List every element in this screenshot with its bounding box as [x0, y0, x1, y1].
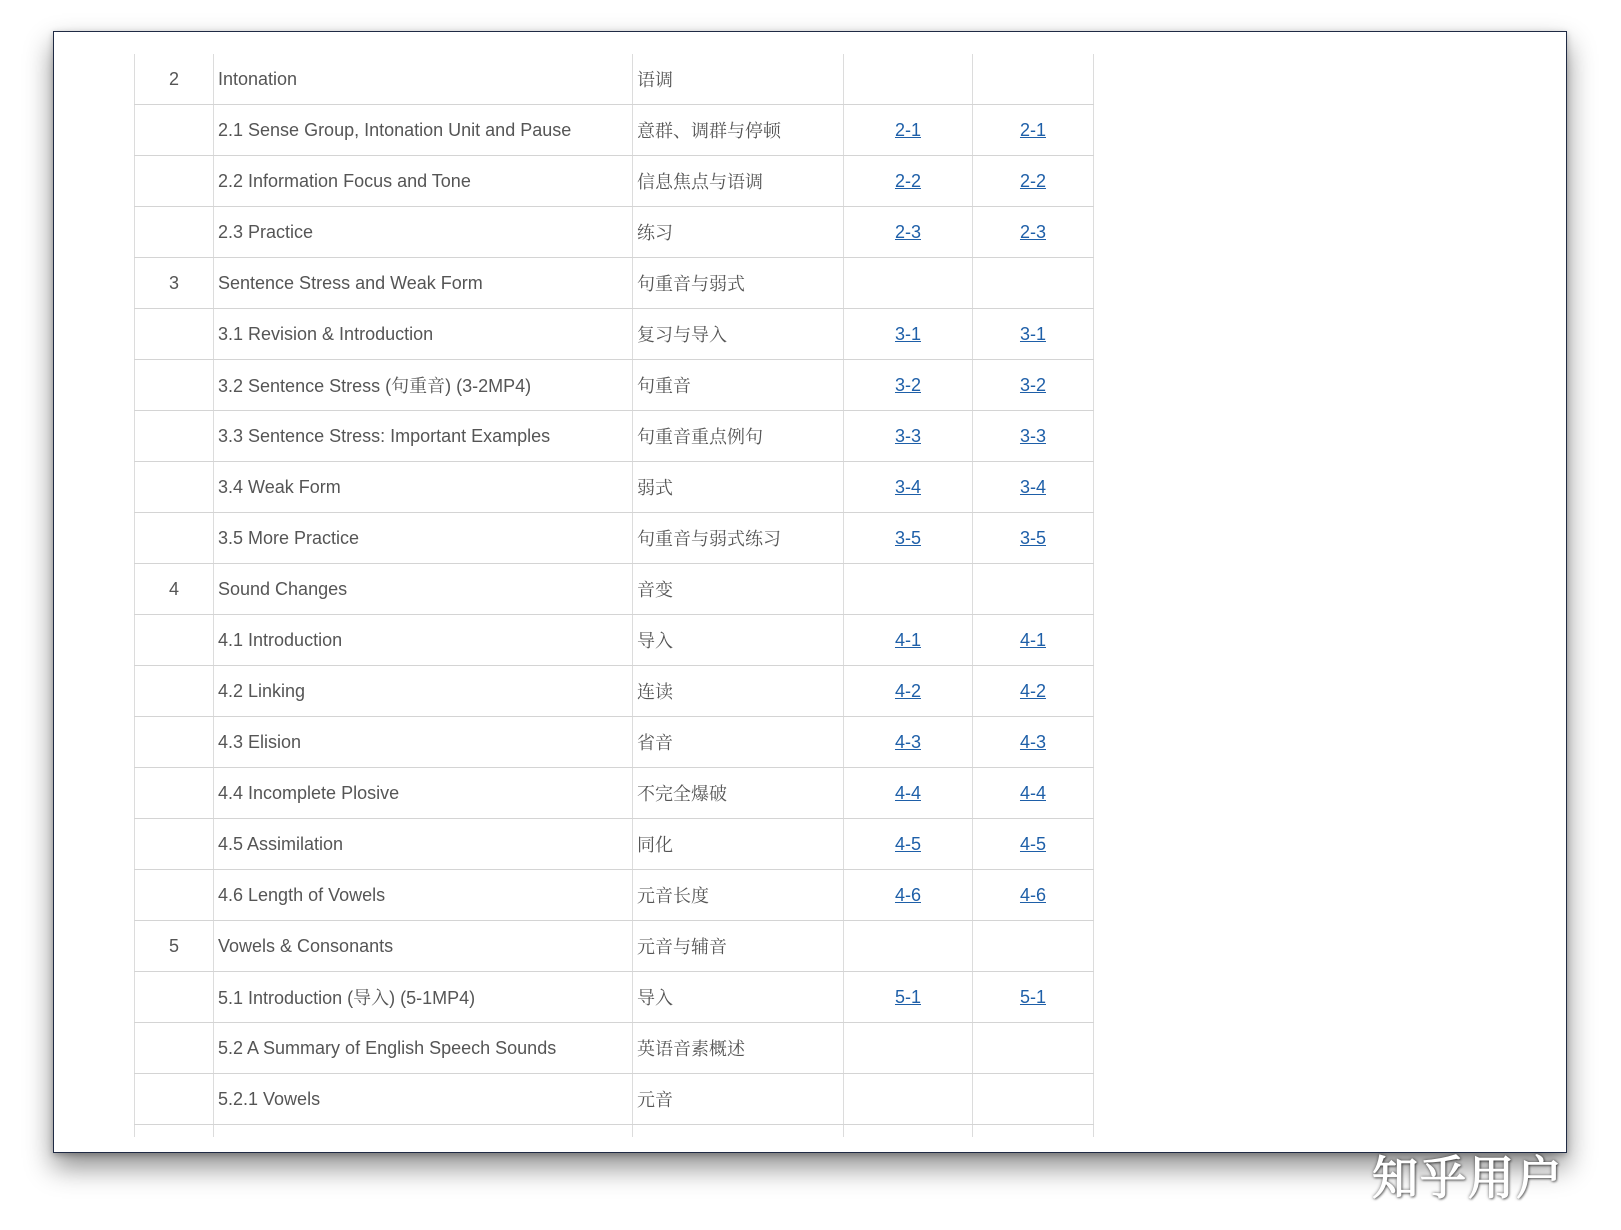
audio-link-link[interactable]: 4-3: [1019, 731, 1046, 752]
audio-link-link[interactable]: 3-3: [1019, 425, 1046, 446]
table-row: [135, 819, 1094, 870]
chapter-number-cell: [135, 615, 214, 666]
chapter-number-cell: [135, 156, 214, 207]
chinese-title-cell: [633, 105, 844, 156]
chinese-title-cell: [633, 564, 844, 615]
audio-link-link[interactable]: 3-2: [1019, 374, 1046, 395]
audio-link-cell: [973, 207, 1094, 258]
table-row: [135, 207, 1094, 258]
english-title-text: 3.5 More Practice: [218, 527, 360, 548]
chapter-number-text: 4: [168, 578, 179, 599]
english-title-text: 4.2 Linking: [218, 680, 306, 701]
chinese-title-cell: [633, 666, 844, 717]
english-title-cell: [214, 207, 633, 258]
audio-link-link[interactable]: 3-5: [1019, 527, 1046, 548]
english-title-text: 4.5 Assimilation: [218, 833, 344, 854]
audio-link-cell: [973, 1023, 1094, 1074]
english-title-text: 5.1 Introduction (导入) (5-1MP4): [218, 988, 476, 1008]
screenshot-frame: [53, 31, 1567, 1153]
table-row: [135, 1074, 1094, 1125]
chapter-number-text: 3: [168, 272, 179, 293]
chinese-title-cell: [633, 819, 844, 870]
course-contents-table: [134, 54, 1094, 1137]
chinese-title-text: 复习与导入: [637, 325, 727, 345]
video-link-link[interactable]: 4-3: [894, 731, 921, 752]
audio-link-link[interactable]: 3-4: [1019, 476, 1046, 497]
english-title-cell: [214, 717, 633, 768]
chinese-title-cell: [633, 1023, 844, 1074]
english-title-text: Vowels & Consonants: [218, 935, 394, 956]
video-link-link[interactable]: 4-2: [894, 680, 921, 701]
audio-link-cell: [973, 717, 1094, 768]
chapter-number-cell: [135, 462, 214, 513]
chapter-number-cell: [135, 54, 214, 105]
chapter-number-cell: [135, 258, 214, 309]
video-link-cell: [844, 1023, 973, 1074]
english-title-cell: [214, 258, 633, 309]
chinese-title-cell: [633, 921, 844, 972]
video-link-cell: [844, 360, 973, 411]
chinese-title-text: 导入: [637, 631, 673, 651]
table-row: [135, 666, 1094, 717]
english-title-cell: [214, 666, 633, 717]
chinese-title-text: 句重音重点例句: [637, 427, 763, 447]
audio-link-cell: [973, 921, 1094, 972]
video-link-link[interactable]: 3-4: [894, 476, 921, 497]
chinese-title-text: 不完全爆破: [637, 784, 727, 804]
table-row: [135, 360, 1094, 411]
chinese-title-cell: [633, 972, 844, 1023]
chinese-title-text: 弱式: [637, 478, 673, 498]
video-link-cell: [844, 921, 973, 972]
chinese-title-cell: [633, 513, 844, 564]
table-row: [135, 411, 1094, 462]
video-link-link[interactable]: 3-3: [894, 425, 921, 446]
chapter-number-cell: [135, 921, 214, 972]
chinese-title-text: 导入: [637, 988, 673, 1008]
audio-link-link[interactable]: 2-2: [1019, 170, 1046, 191]
chinese-title-cell: [633, 309, 844, 360]
audio-link-cell: [973, 105, 1094, 156]
english-title-text: 3.1 Revision & Introduction: [218, 323, 434, 344]
table-row: [135, 513, 1094, 564]
chinese-title-text: 练习: [637, 223, 673, 243]
english-title-cell: [214, 105, 633, 156]
chinese-title-text: 句重音与弱式练习: [637, 529, 781, 549]
english-title-text: 4.6 Length of Vowels: [218, 884, 386, 905]
video-link-link[interactable]: 3-1: [894, 323, 921, 344]
audio-link-cell: [973, 513, 1094, 564]
chapter-number-cell: [135, 819, 214, 870]
video-link-cell: [844, 462, 973, 513]
chapter-number-cell: [135, 411, 214, 462]
chinese-title-text: 连读: [637, 682, 673, 702]
chinese-title-text: 语调: [637, 70, 673, 90]
audio-link-cell: [973, 309, 1094, 360]
chinese-title-cell: [633, 768, 844, 819]
video-link-cell: [844, 819, 973, 870]
chinese-title-cell: [633, 207, 844, 258]
video-link-cell: [844, 207, 973, 258]
watermark: 知乎用户: [1372, 1151, 1564, 1205]
video-link-cell: [844, 309, 973, 360]
english-title-text: 5.2.1 Vowels: [218, 1088, 321, 1109]
chinese-title-text: 信息焦点与语调: [637, 172, 763, 192]
audio-link-cell: [973, 360, 1094, 411]
chapter-number-cell: [135, 1023, 214, 1074]
audio-link-link[interactable]: 4-2: [1019, 680, 1046, 701]
chinese-title-text: 省音: [637, 733, 673, 753]
video-link-cell: [844, 1074, 973, 1125]
audio-link-link[interactable]: 3-1: [1019, 323, 1046, 344]
video-link-cell: [844, 258, 973, 309]
video-link-link[interactable]: 2-2: [894, 170, 921, 191]
english-title-text: 2.3 Practice: [218, 221, 314, 242]
chapter-number-cell: [135, 207, 214, 258]
table-body: [135, 54, 1094, 1137]
chapter-row: [135, 564, 1094, 615]
video-link-link[interactable]: 2-1: [894, 119, 921, 140]
audio-link-cell: [973, 666, 1094, 717]
chinese-title-cell: [633, 411, 844, 462]
english-title-text: 2.2 Information Focus and Tone: [218, 170, 471, 191]
video-link-link[interactable]: 3-5: [894, 527, 921, 548]
audio-link-link[interactable]: 2-1: [1019, 119, 1046, 140]
chinese-title-text: 句重音: [637, 376, 691, 396]
english-title-text: 2.1 Sense Group, Intonation Unit and Pause: [218, 119, 572, 140]
video-link-cell: [844, 411, 973, 462]
chinese-title-text: 音变: [637, 580, 673, 600]
chapter-number-cell: [135, 717, 214, 768]
audio-link-cell: [973, 615, 1094, 666]
chinese-title-text: 元音与辅音: [637, 937, 727, 957]
video-link-cell: [844, 54, 973, 105]
table-row: [135, 870, 1094, 921]
video-link-cell: [844, 615, 973, 666]
english-title-cell: [214, 564, 633, 615]
video-link-link[interactable]: 4-6: [894, 884, 921, 905]
chapter-row: [135, 258, 1094, 309]
chapter-row: [135, 921, 1094, 972]
video-link-cell: [844, 870, 973, 921]
video-link-link[interactable]: 2-3: [894, 221, 921, 242]
english-title-text: 4.1 Introduction: [218, 629, 343, 650]
chapter-number-text: 2: [168, 68, 179, 89]
video-link-link[interactable]: 3-2: [894, 374, 921, 395]
table-row: [135, 105, 1094, 156]
empty-cell: [973, 1125, 1094, 1138]
english-title-cell: [214, 615, 633, 666]
chapter-number-cell: [135, 564, 214, 615]
english-title-cell: [214, 156, 633, 207]
video-link-cell: [844, 972, 973, 1023]
chapter-number-cell: [135, 972, 214, 1023]
table-row: [135, 462, 1094, 513]
audio-link-cell: [973, 564, 1094, 615]
chinese-title-cell: [633, 156, 844, 207]
table-row: [135, 309, 1094, 360]
english-title-cell: [214, 921, 633, 972]
empty-cell: [135, 1125, 214, 1138]
chapter-number-cell: [135, 360, 214, 411]
table-row: [135, 972, 1094, 1023]
video-link-cell: [844, 156, 973, 207]
english-title-cell: [214, 870, 633, 921]
chinese-title-cell: [633, 360, 844, 411]
audio-link-link[interactable]: 2-3: [1019, 221, 1046, 242]
audio-link-link[interactable]: 4-4: [1019, 782, 1046, 803]
audio-link-link[interactable]: 5-1: [1019, 986, 1046, 1007]
audio-link-cell: [973, 1074, 1094, 1125]
english-title-cell: [214, 819, 633, 870]
english-title-text: 5.2 A Summary of English Speech Sounds: [218, 1037, 557, 1058]
english-title-cell: [214, 513, 633, 564]
english-title-cell: [214, 411, 633, 462]
video-link-link[interactable]: 4-4: [894, 782, 921, 803]
english-title-cell: [214, 360, 633, 411]
table-row: [135, 615, 1094, 666]
empty-cell: [214, 1125, 633, 1138]
english-title-cell: [214, 972, 633, 1023]
table-row: [135, 768, 1094, 819]
video-link-link[interactable]: 4-1: [894, 629, 921, 650]
audio-link-cell: [973, 54, 1094, 105]
english-title-text: Intonation: [218, 68, 298, 89]
chapter-number-cell: [135, 309, 214, 360]
chinese-title-cell: [633, 870, 844, 921]
video-link-link[interactable]: 5-1: [894, 986, 921, 1007]
audio-link-cell: [973, 156, 1094, 207]
chapter-number-text: 5: [168, 935, 179, 956]
chapter-number-cell: [135, 1074, 214, 1125]
chinese-title-text: 元音: [637, 1090, 673, 1110]
english-title-cell: [214, 1023, 633, 1074]
video-link-cell: [844, 105, 973, 156]
english-title-text: Sound Changes: [218, 578, 348, 599]
chinese-title-text: 同化: [637, 835, 673, 855]
audio-link-cell: [973, 819, 1094, 870]
audio-link-cell: [973, 768, 1094, 819]
english-title-cell: [214, 54, 633, 105]
english-title-text: 4.4 Incomplete Plosive: [218, 782, 400, 803]
audio-link-link[interactable]: 4-1: [1019, 629, 1046, 650]
english-title-text: 3.3 Sentence Stress: Important Examples: [218, 425, 551, 446]
audio-link-cell: [973, 258, 1094, 309]
chapter-row: [135, 54, 1094, 105]
english-title-cell: [214, 309, 633, 360]
audio-link-cell: [973, 411, 1094, 462]
english-title-cell: [214, 1074, 633, 1125]
empty-cell: [633, 1125, 844, 1138]
video-link-link[interactable]: 4-5: [894, 833, 921, 854]
chinese-title-cell: [633, 462, 844, 513]
chinese-title-text: 句重音与弱式: [637, 274, 745, 294]
english-title-cell: [214, 462, 633, 513]
audio-link-link[interactable]: 4-6: [1019, 884, 1046, 905]
chinese-title-cell: [633, 615, 844, 666]
audio-link-cell: [973, 972, 1094, 1023]
table-row: [135, 717, 1094, 768]
chinese-title-text: 英语音素概述: [637, 1039, 745, 1059]
chinese-title-text: 元音长度: [637, 886, 709, 906]
table-row: [135, 1023, 1094, 1074]
chinese-title-cell: [633, 258, 844, 309]
chinese-title-text: 意群、调群与停顿: [637, 121, 781, 141]
english-title-text: Sentence Stress and Weak Form: [218, 272, 483, 293]
chapter-number-cell: [135, 105, 214, 156]
video-link-cell: [844, 666, 973, 717]
audio-link-link[interactable]: 4-5: [1019, 833, 1046, 854]
chapter-number-cell: [135, 768, 214, 819]
english-title-text: 3.2 Sentence Stress (句重音) (3-2MP4): [218, 376, 532, 396]
english-title-text: 3.4 Weak Form: [218, 476, 341, 497]
video-link-cell: [844, 768, 973, 819]
chinese-title-cell: [633, 717, 844, 768]
audio-link-cell: [973, 870, 1094, 921]
english-title-text: 4.3 Elision: [218, 731, 302, 752]
chapter-number-cell: [135, 666, 214, 717]
video-link-cell: [844, 717, 973, 768]
chapter-number-cell: [135, 870, 214, 921]
chinese-title-cell: [633, 1074, 844, 1125]
video-link-cell: [844, 513, 973, 564]
chapter-number-cell: [135, 513, 214, 564]
empty-cell: [844, 1125, 973, 1138]
audio-link-cell: [973, 462, 1094, 513]
table-row-partial: [135, 1125, 1094, 1138]
english-title-cell: [214, 768, 633, 819]
table-row: [135, 156, 1094, 207]
video-link-cell: [844, 564, 973, 615]
chinese-title-cell: [633, 54, 844, 105]
